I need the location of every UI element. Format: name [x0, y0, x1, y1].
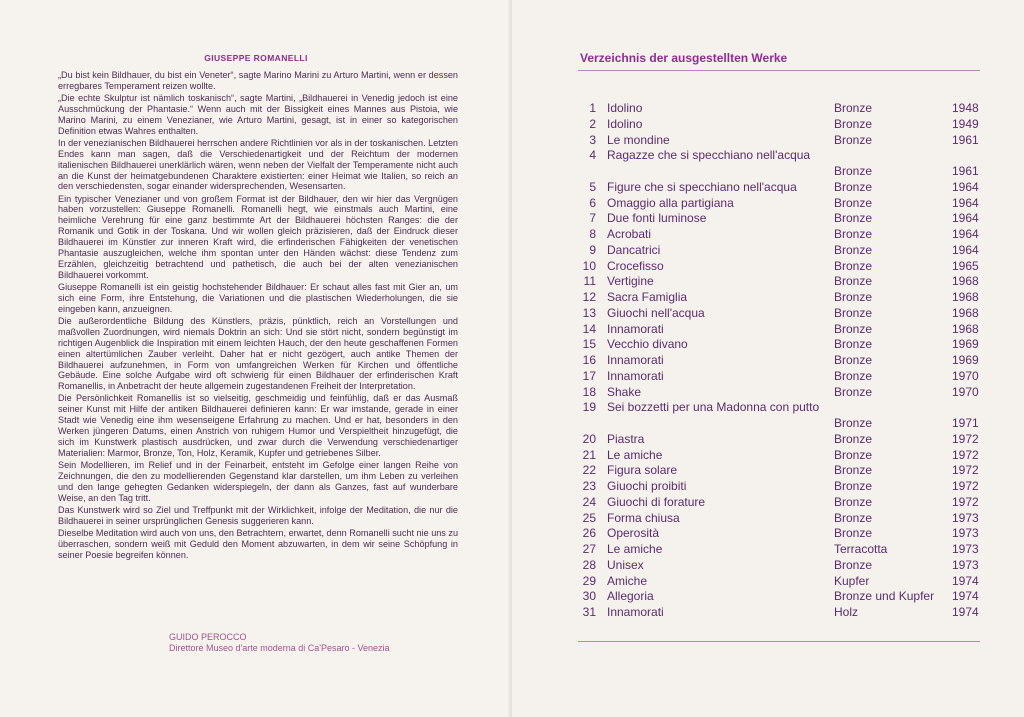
work-year: 1970	[952, 368, 979, 383]
work-row	[578, 463, 980, 479]
work-material: Bronze	[834, 101, 873, 115]
work-material: Holz	[834, 605, 859, 619]
work-material: Bronze	[834, 211, 873, 226]
article-paragraph: Das Kunstwerk wird so Ziel und Treffpunkt mit der Wirklichkeit, infolge der Meditation, die nur die Bildhauerei in seiner ursprünglichen Genesis suggerieren kann.	[58, 504, 458, 526]
article-paragraph: Giuseppe Romanelli ist ein geistig hochstehender Bildhauer: Er schaut alles fast mit Gier an, um sich eine Form, ihre Entstehung, die Variationen und die plastischen Wiederholungen, die sie eingeben kann, anzueignen.	[58, 281, 458, 314]
work-year: 1948	[952, 101, 979, 115]
article-paragraph: Dieselbe Meditation wird auch von uns, den Betrachtern, erwartet, denn Romanelli sucht nie uns zu überraschen, sondern weiß mit Geduld den Moment abzuwarten, in dem wir seine Schöpfung in seiner Poesie begreifen können.	[58, 527, 458, 560]
work-row	[578, 148, 980, 180]
work-row	[578, 290, 980, 306]
work-year: 1969	[952, 337, 979, 352]
work-number: 15	[582, 337, 596, 352]
work-row	[578, 243, 980, 259]
signature-role: Direttore Museo d'arte moderna di Ca'Pesaro - Venezia	[169, 643, 390, 653]
work-material: Bronze	[834, 242, 873, 257]
work-row	[578, 511, 980, 527]
work-year: 1971	[952, 416, 979, 430]
work-row	[578, 369, 980, 385]
work-year: 1973	[952, 557, 979, 572]
work-material: Bronze	[834, 416, 873, 430]
work-number: 31	[582, 605, 596, 619]
work-number: 20	[582, 431, 596, 446]
work-row	[578, 211, 980, 227]
work-year: 1974	[952, 605, 979, 619]
work-material: Bronze	[834, 431, 873, 446]
work-material: Bronze	[834, 305, 873, 320]
bottom-divider	[578, 641, 980, 642]
work-number: 12	[582, 290, 596, 304]
work-title: Sei bozzetti per una Madonna con putto	[607, 400, 820, 415]
work-year: 1970	[952, 384, 979, 399]
work-year: 1974	[952, 573, 979, 588]
work-number: 21	[582, 447, 596, 462]
work-number: 17	[582, 368, 596, 383]
work-row	[578, 353, 980, 369]
work-title: Innamorati	[607, 353, 664, 367]
work-material: Bronze	[834, 274, 873, 289]
work-title: Ragazze che si specchiano nell'acqua	[607, 148, 811, 163]
work-title: Vertigine	[607, 274, 654, 289]
work-material: Bronze	[834, 258, 873, 273]
work-title: Innamorati	[607, 368, 664, 383]
work-number: 25	[582, 510, 596, 525]
work-row	[578, 322, 980, 338]
work-year: 1964	[952, 227, 979, 241]
work-row	[578, 274, 980, 290]
work-title: Innamorati	[607, 605, 664, 619]
work-title: Figure che si specchiano nell'acqua	[607, 179, 797, 194]
work-number: 6	[589, 195, 596, 210]
work-number: 7	[589, 211, 596, 226]
work-title: Idolino	[607, 101, 643, 115]
work-number: 2	[589, 116, 596, 131]
work-material: Bronze	[834, 447, 873, 462]
work-number: 30	[582, 589, 596, 604]
work-title: Omaggio alla partigiana	[607, 195, 734, 210]
work-row	[578, 448, 980, 464]
work-material: Bronze	[834, 227, 873, 241]
work-title: Vecchio divano	[607, 337, 688, 352]
work-number: 29	[582, 573, 596, 588]
work-material: Bronze	[834, 494, 873, 509]
work-number: 1	[589, 101, 596, 115]
work-year: 1973	[952, 526, 979, 541]
work-material: Bronze	[834, 132, 873, 147]
work-year: 1972	[952, 431, 979, 446]
work-year: 1964	[952, 211, 979, 226]
work-title: Giuochi nell'acqua	[607, 305, 705, 320]
works-list	[578, 101, 980, 621]
work-material: Bronze	[834, 195, 873, 210]
work-row	[578, 196, 980, 212]
work-material: Bronze	[834, 321, 873, 336]
work-material: Bronze	[834, 164, 873, 178]
work-material: Bronze und Kupfer	[834, 589, 935, 604]
work-number: 22	[582, 463, 596, 478]
work-year: 1964	[952, 195, 979, 210]
work-title: Forma chiusa	[607, 510, 680, 525]
work-material: Bronze	[834, 557, 873, 572]
work-number: 14	[582, 321, 596, 336]
work-year: 1961	[952, 164, 979, 178]
work-number: 23	[582, 479, 596, 493]
work-year: 1974	[952, 589, 979, 604]
work-title: Crocefisso	[607, 258, 664, 273]
work-number: 10	[582, 258, 596, 273]
signature-name: GUIDO PEROCCO	[169, 632, 247, 642]
work-year: 1972	[952, 494, 979, 509]
work-material: Bronze	[834, 290, 873, 304]
work-row	[578, 605, 980, 621]
work-row	[578, 495, 980, 511]
work-row	[578, 101, 980, 117]
work-material: Bronze	[834, 337, 873, 352]
work-title: Dancatrici	[607, 242, 661, 257]
work-year: 1949	[952, 116, 979, 131]
work-row	[578, 117, 980, 133]
signature	[169, 632, 390, 654]
article-paragraph: Ein typischer Venezianer und von großem Format ist der Bildhauer, den wir hier das Vergnügen haben vorzustellen: Giuseppe Romanelli. Romanelli hegt, wie einstmals auch Martini, eine heimliche Verehrung für eine ganz bestimmte Art der Bildhauerei höchsten Ranges: die der Romanik und Gotik in der Toskana. Und wir wollen gleich präzisieren, daß der Eindruck dieser Bildhauerei im Künstler zur inneren Kraft wird, die erfinderischen Fähigkeiten der venetischen Phantasie auszugleichen, welche ihm spontan unter den Händen wächst: diese Tendenz zum Erzählen, gleichzeitig betrachtend und pathetisch, die auch bei der alten venezianischen Bildhauerei vorkommt.	[58, 193, 458, 280]
work-year: 1968	[952, 290, 979, 304]
work-row	[578, 133, 980, 149]
work-number: 4	[589, 148, 596, 163]
work-number: 9	[589, 242, 596, 257]
work-title: Due fonti luminose	[607, 211, 707, 226]
work-number: 3	[589, 132, 596, 147]
work-number: 13	[582, 305, 596, 320]
work-title: Shake	[607, 384, 642, 399]
article-paragraph: Sein Modellieren, im Relief und in der Feinarbeit, entsteht im Gefolge einer langen Reihe von Zeichnungen, die den zu modellierenden Gegenstand klar darstellen, um ihm Leben zu verleihen und den lange gehegten Gedanken widerspiegeln, der dann als Ganzes, fast auf wunderbare Weise, an den Tag tritt.	[58, 460, 458, 503]
work-title: Allegoria	[607, 589, 654, 604]
work-year: 1968	[952, 321, 979, 336]
work-number: 18	[582, 384, 596, 399]
work-material: Bronze	[834, 510, 873, 525]
work-year: 1972	[952, 447, 979, 462]
work-title: Operosità	[607, 526, 660, 541]
article-body	[58, 70, 458, 562]
work-row	[578, 574, 980, 590]
work-material: Bronze	[834, 353, 873, 367]
work-number: 8	[589, 227, 596, 241]
work-year: 1969	[952, 353, 979, 367]
work-material: Bronze	[834, 526, 873, 541]
work-title: Unisex	[607, 557, 644, 572]
work-row	[578, 306, 980, 322]
work-row	[578, 542, 980, 558]
work-title: Le amiche	[607, 447, 663, 462]
work-row	[578, 589, 980, 605]
work-title: Le mondine	[607, 132, 670, 147]
article-paragraph: In der venezianischen Bildhauerei herrschen andere Richtlinien vor als in der toskanischen. Letzten Endes kann man sagen, daß die Verschiedenartigkeit und der Reichtum der modernen italienischen Bildhauerei unerklärlich wären, wenn neben der Vielfalt der Temperamente nicht auch an die Kunst der heimatgebundenen Charaktere existierten: einer Heimat wie Italien, so reich an den verschiedensten, sogar einander widersprechenden, Wesensarten.	[58, 137, 458, 192]
work-title: Amiche	[607, 573, 648, 588]
work-number: 16	[582, 353, 596, 367]
work-year: 1965	[952, 258, 979, 273]
work-row	[578, 558, 980, 574]
article-paragraph: „Die echte Skulptur ist nämlich toskanisch“, sagte Martini, „Bildhauerei in Venedig jedoch ist eine Ausschmückung der Phantasie.“ Wenn auch mit der Bissigkeit eines Mannes aus Pistoia, wie Marino Marini, zu einem Venezianer, wie Arturo Martini, gesagt, ist in einer so kategorischen Definition etwas Wahres enthalten.	[58, 93, 458, 136]
work-row	[578, 385, 980, 401]
work-row	[578, 432, 980, 448]
article-paragraph: „Du bist kein Bildhauer, du bist ein Veneter“, sagte Marino Marini zu Arturo Martini, wenn er dessen erregbares Temperament reizen wollte.	[58, 70, 458, 91]
work-row	[578, 259, 980, 275]
work-number: 11	[583, 274, 596, 289]
work-material: Bronze	[834, 479, 873, 493]
work-material: Bronze	[834, 368, 873, 383]
top-divider	[578, 70, 980, 71]
work-year: 1972	[952, 479, 979, 493]
work-title: Figura solare	[607, 463, 678, 478]
article-title: GIUSEPPE ROMANELLI	[204, 53, 308, 63]
work-row	[578, 180, 980, 196]
work-row	[578, 337, 980, 353]
work-year: 1964	[952, 242, 979, 257]
work-material: Terracotta	[834, 542, 888, 556]
work-material: Bronze	[834, 463, 873, 478]
work-number: 24	[582, 494, 596, 509]
work-number: 5	[589, 179, 596, 194]
work-year: 1961	[952, 132, 979, 147]
work-title: Giuochi proibiti	[607, 479, 687, 493]
work-year: 1972	[952, 463, 979, 478]
work-material: Kupfer	[834, 573, 870, 588]
work-row	[578, 479, 980, 495]
catalogue-title: Verzeichnis der ausgestellten Werke	[580, 51, 788, 65]
work-number: 28	[582, 557, 596, 572]
work-number: 26	[582, 526, 596, 541]
work-year: 1968	[952, 274, 979, 289]
work-title: Sacra Famiglia	[607, 290, 688, 304]
work-row	[578, 400, 980, 432]
work-title: Le amiche	[607, 542, 663, 556]
work-title: Idolino	[607, 116, 643, 131]
work-year: 1973	[952, 542, 979, 556]
work-material: Bronze	[834, 116, 873, 131]
work-row	[578, 526, 980, 542]
work-year: 1968	[952, 305, 979, 320]
work-title: Giuochi di forature	[607, 494, 706, 509]
work-year: 1964	[952, 179, 979, 194]
work-title: Piastra	[607, 431, 645, 446]
work-title: Acrobati	[607, 227, 652, 241]
work-material: Bronze	[834, 179, 873, 194]
article-paragraph: Die außerordentliche Bildung des Künstlers, präzis, pünktlich, reich an Vorstellungen und maßvollen Zuordnungen, wird niemals Doktrin an sich: Und sie stört nicht, sondern begünstigt im richtigen Augenblick die Inspiration mit einem leichten Hauch, der den heute geschaffenen Formen einen altertümlichen Zauber verleiht. Daher hat er nicht gezögert, auch antike Themen der Bildhauerei aufzunehmen, in Form von umfangreichen Werken für Kirchen und öffentliche Gebäude. Eine solche Aufgabe wird oft schwierig für einen Bildhauer der erfinderischen Kraft Romanellis, in Anbetracht der heute allgemein zugestandenen Freiheit der Interpretation.	[58, 315, 458, 392]
work-row	[578, 227, 980, 243]
work-title: Innamorati	[607, 321, 664, 336]
work-material: Bronze	[834, 384, 873, 399]
article-paragraph: Die Persönlichkeit Romanellis ist so vielseitig, geschmeidig und feinfühlig, daß er das Ausmaß seiner Kunst mit Hilfe der antiken Bildhauerei definieren kann: Er war imstande, gerade in einer Stadt wie Venedig eine ihm wesenseigene Erfahrung zu machen. Und er hat, besonders in den Werken jüngeren Datums, einen Anstrich von ruhigem Humor und Verspieltheit hinzugefügt, die sich im Kunstwerk plastisch ausdrücken, und zwar durch die Verwendung verschiedenartiger Materialien: Marmor, Bronze, Ton, Holz, Keramik, Kupfer und getriebenes Silber.	[58, 393, 458, 458]
work-number: 19	[582, 400, 596, 415]
work-number: 27	[582, 542, 596, 556]
work-year: 1973	[952, 510, 979, 525]
